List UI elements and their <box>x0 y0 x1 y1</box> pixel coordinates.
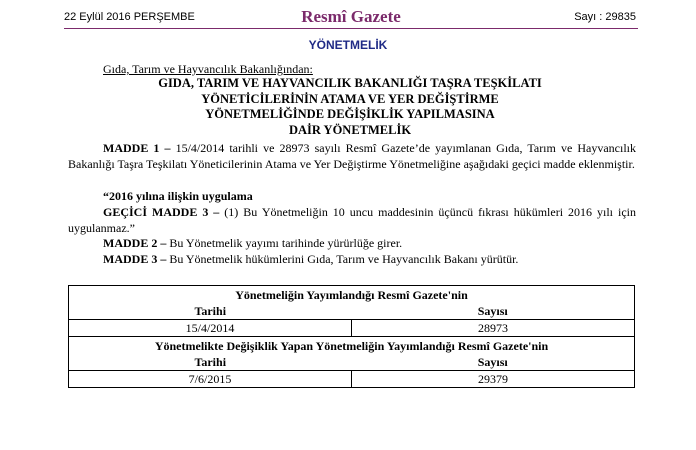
table-cell-date: 15/4/2014 <box>69 320 352 337</box>
table-cell-date: 7/6/2015 <box>69 371 352 388</box>
issue-date: 22 Eylül 2016 PERŞEMBE <box>64 11 195 23</box>
table-block-title: Yönetmeliğin Yayımlandığı Resmî Gazete'nin <box>69 286 635 304</box>
article-3 <box>68 252 636 268</box>
column-header-number: Sayısı <box>352 354 635 371</box>
publication-table <box>68 285 635 388</box>
regulation-title-line: YÖNETİCİLERİNİN ATAMA VE YER DEĞİŞTİRME <box>201 91 499 106</box>
quote-heading-text: “2016 yılına ilişkin uygulama <box>103 189 253 203</box>
column-header-number: Sayısı <box>352 303 635 320</box>
regulation-title <box>60 76 640 138</box>
quote-heading <box>68 189 636 205</box>
gazette-title: Resmî Gazete <box>301 7 401 26</box>
article-label: MADDE 3 – <box>103 252 167 266</box>
issue-number: Sayı : 29835 <box>574 11 636 23</box>
table-cell-number: 28973 <box>352 320 635 337</box>
section-heading: YÖNETMELİK <box>308 38 388 52</box>
table-cell-number: 29379 <box>352 371 635 388</box>
article-label: MADDE 1 – <box>103 141 171 155</box>
article-2 <box>68 236 636 252</box>
article-text: Bu Yönetmelik hükümlerini Gıda, Tarım ve Hayvancılık Bakanı yürütür. <box>166 252 519 266</box>
article-1 <box>68 141 636 172</box>
column-header-date: Tarihi <box>69 354 352 371</box>
article-text: Bu Yönetmelik yayımı tarihinde yürürlüğe girer. <box>166 236 403 250</box>
regulation-title-line: DAİR YÖNETMELİK <box>288 122 412 137</box>
regulation-title-line: YÖNETMELİĞİNDE DEĞİŞİKLİK YAPILMASINA <box>205 107 495 121</box>
table-block-title: Yönetmelikte Değişiklik Yapan Yönetmeliğin Yayımlandığı Resmî Gazete'nin <box>69 337 635 355</box>
provisional-article-3 <box>68 205 636 236</box>
column-header-date: Tarihi <box>69 303 352 320</box>
ministry-name: Gıda, Tarım ve Hayvancılık Bakanlığından: <box>103 62 313 76</box>
article-label: GEÇİCİ MADDE 3 – <box>103 205 220 219</box>
article-text: (1) Bu Yönetmeliğin 10 uncu maddesinin üçüncü fıkrası hükümleri 2016 yılı için uygulanmaz.” <box>68 205 636 235</box>
article-text: 15/4/2014 tarihli ve 28973 sayılı Resmî Gazete’de yayımlanan Gıda, Tarım ve Hayvancılık Bakanlığı Taşra Teşkilatı Yöneticilerinin Atama ve Yer Değiştirme Yönetmeliğine aşağıdaki geçici madde eklenmiştir. <box>68 141 636 171</box>
gazette-header <box>64 7 638 29</box>
article-label: MADDE 2 – <box>103 236 167 250</box>
regulation-title-line: GIDA, TARIM VE HAYVANCILIK BAKANLIĞI TAŞRA TEŞKİLATI <box>158 76 542 90</box>
